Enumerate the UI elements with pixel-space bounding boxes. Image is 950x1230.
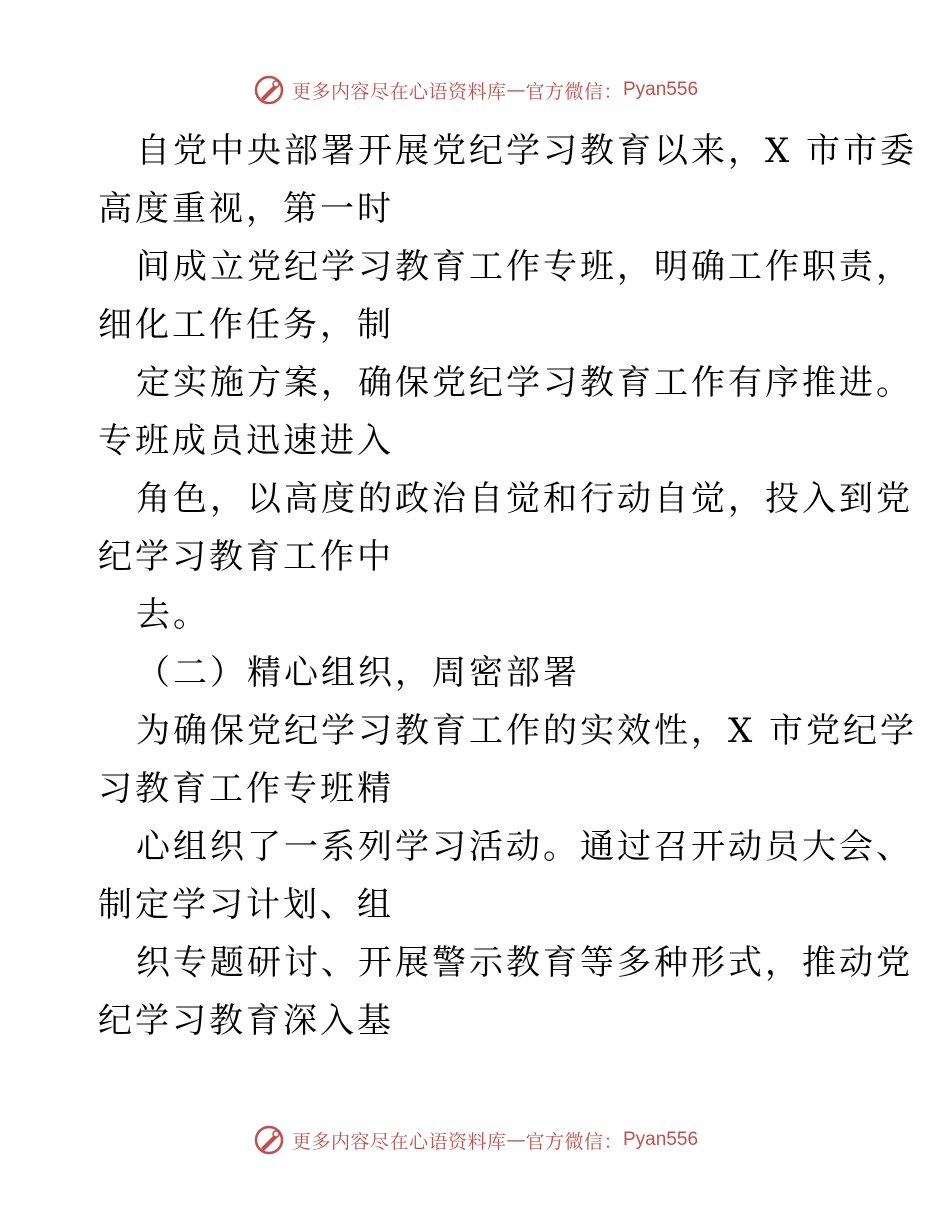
text-line: 高度重视，第一时 bbox=[98, 189, 394, 229]
text-line: 专班成员迅速进入 bbox=[98, 421, 394, 461]
text-line: 纪学习教育工作中 bbox=[98, 537, 394, 577]
watermark-wechat-label: 官方微信： bbox=[525, 80, 623, 103]
watermark-wechat-label: 官方微信： bbox=[525, 1130, 623, 1153]
text-line: （二）精心组织，周密部署 bbox=[136, 653, 580, 693]
text-line: 制定学习计划、组 bbox=[98, 885, 394, 925]
document-body bbox=[98, 122, 918, 1050]
pen-logo-icon bbox=[252, 1123, 286, 1157]
pen-logo-icon bbox=[252, 73, 286, 107]
text-line: 织专题研讨、开展警示教育等多种形式，推动党 bbox=[136, 943, 913, 983]
watermark-main-text: 更多内容尽在心语资料库 bbox=[291, 1130, 507, 1153]
watermark-dash: — bbox=[506, 79, 526, 101]
text-line: 自党中央部署开展党纪学习教育以来，X 市市委 bbox=[136, 131, 918, 171]
text-line: 角色，以高度的政治自觉和行动自觉，投入到党 bbox=[136, 479, 913, 519]
text-line: 习教育工作专班精 bbox=[98, 769, 394, 809]
watermark-wechat-id: Pyan556 bbox=[623, 79, 699, 100]
text-line: 为确保党纪学习教育工作的实效性，X 市党纪学 bbox=[136, 711, 918, 751]
header-watermark bbox=[0, 70, 950, 110]
text-line: 细化工作任务，制 bbox=[98, 305, 394, 345]
text-line: 纪学习教育深入基 bbox=[98, 1001, 394, 1041]
text-line: 间成立党纪学习教育工作专班，明确工作职责， bbox=[136, 247, 913, 287]
text-line: 定实施方案，确保党纪学习教育工作有序推进。 bbox=[136, 363, 913, 403]
watermark-dash: — bbox=[506, 1129, 526, 1151]
watermark-wechat-id: Pyan556 bbox=[623, 1129, 699, 1150]
text-line: 心组织了一系列学习活动。通过召开动员大会、 bbox=[136, 827, 913, 867]
text-line: 去。 bbox=[136, 595, 210, 635]
watermark-main-text: 更多内容尽在心语资料库 bbox=[291, 80, 507, 103]
footer-watermark bbox=[0, 1120, 950, 1160]
